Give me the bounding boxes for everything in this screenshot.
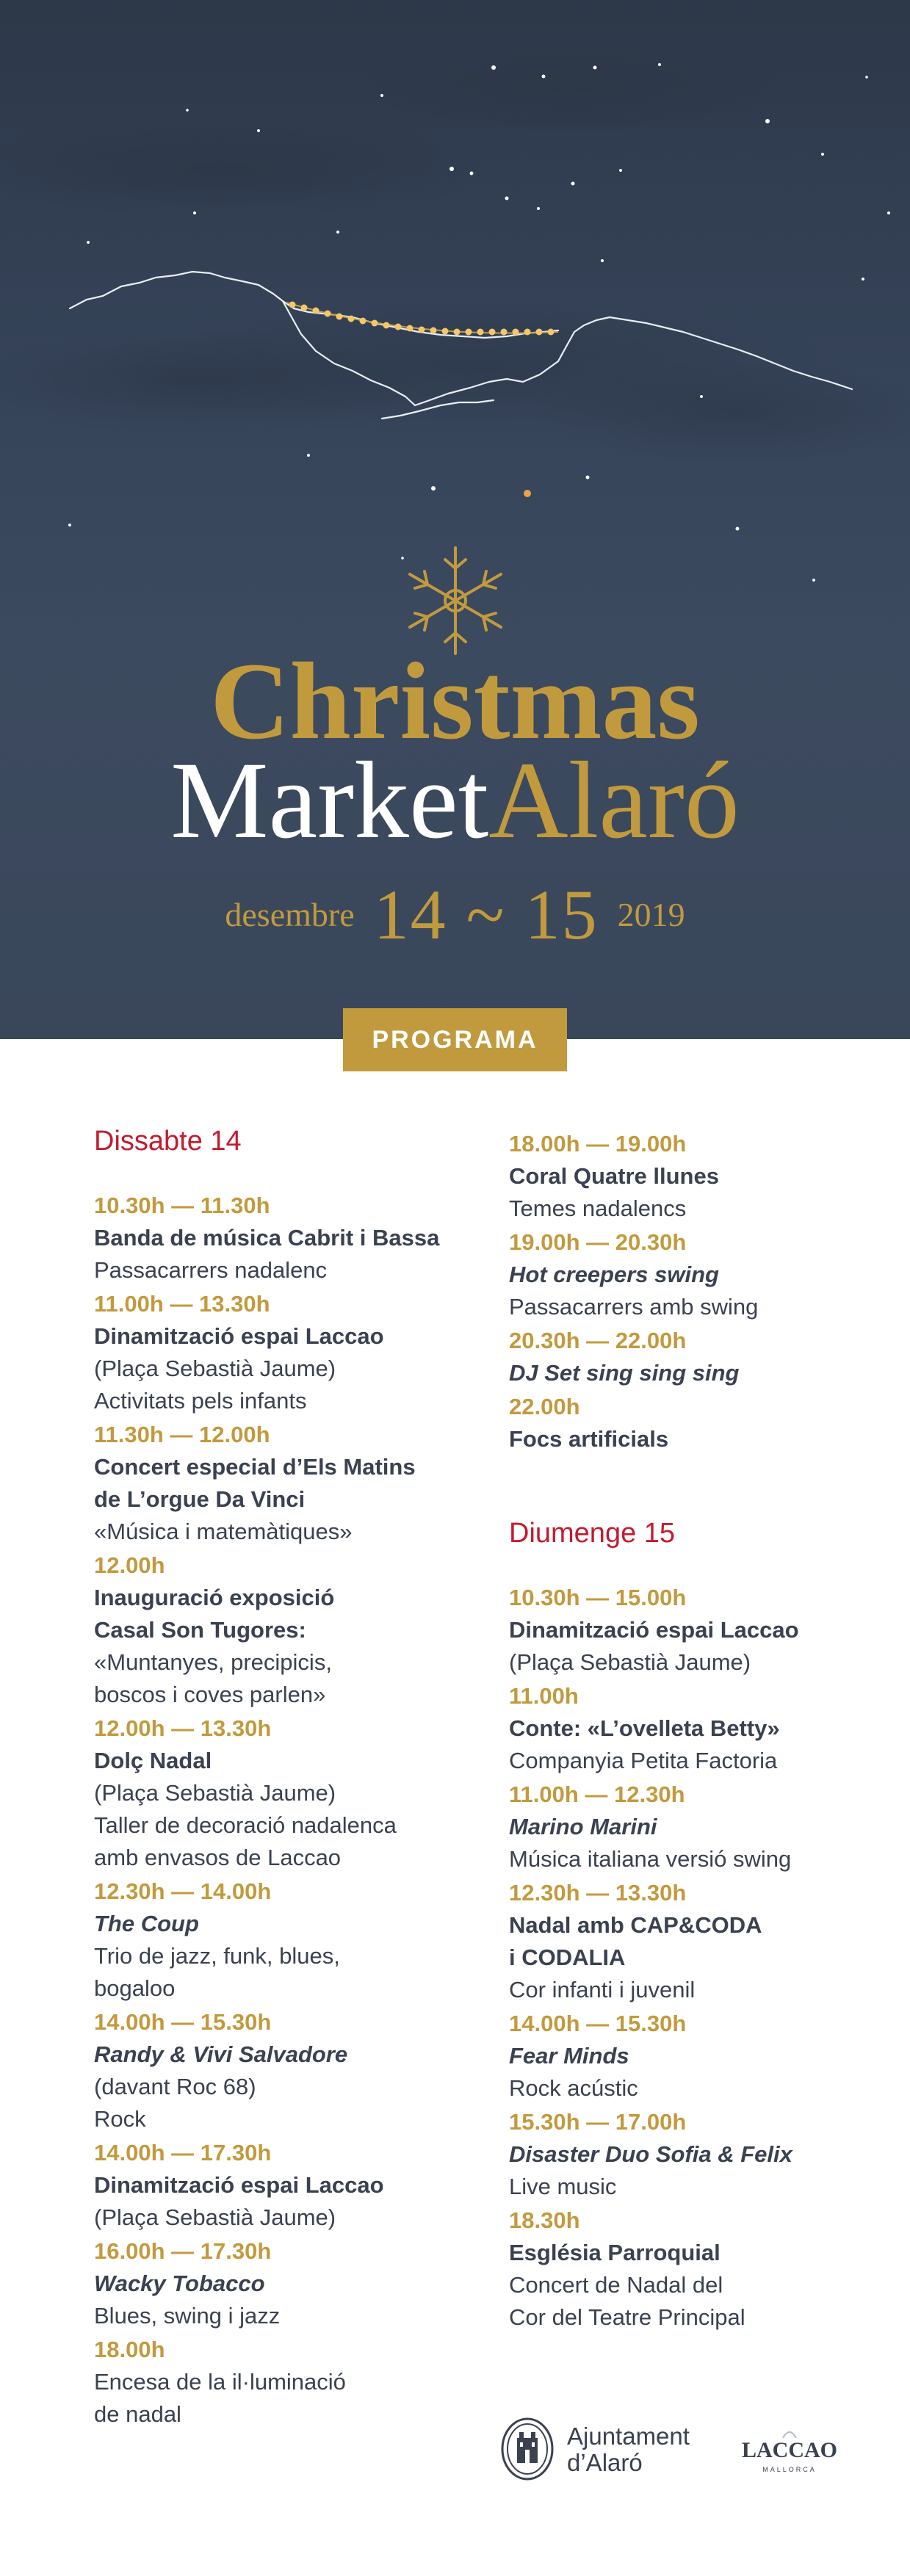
event-time: 18.00h — [94, 2337, 165, 2362]
event-time: 12.00h — [94, 1552, 165, 1578]
event-name: Nadal amb CAP&CODA i CODALIA — [509, 1912, 762, 1970]
event-name: Dinamització espai Laccao — [509, 1617, 799, 1643]
ajuntament-crest-icon — [499, 2416, 555, 2482]
program-event — [509, 1391, 910, 1457]
saturday-events — [94, 1190, 505, 2432]
event-name: Dinamització espai Laccao — [94, 2172, 384, 2198]
event-name: Inauguració exposició Casal Son Tugores: — [94, 1585, 335, 1643]
event-description: (Plaça Sebastià Jaume) Taller de decoració nadalenca amb envasos de Laccao — [94, 1780, 397, 1870]
event-description: Cor infanti i juvenil — [509, 1977, 696, 2002]
program-event — [509, 2008, 910, 2106]
program-event — [509, 1325, 910, 1391]
event-name: Marino Marini — [509, 1814, 657, 1839]
program-event — [94, 2334, 505, 2432]
title-alaro: Alaró — [488, 739, 740, 861]
event-name: Dolç Nadal — [94, 1748, 212, 1773]
event-name: Coral Quatre llunes — [509, 1163, 719, 1189]
saturday-events-continued — [509, 1128, 910, 1457]
snowflake-icon — [410, 548, 501, 654]
event-description: Companyia Petita Factoria — [509, 1748, 778, 1773]
event-description: Concert de Nadal del Cor del Teatre Principal — [509, 2272, 745, 2330]
event-name: Banda de música Cabrit i Bassa — [94, 1225, 440, 1251]
event-time: 11.00h — 12.30h — [509, 1781, 685, 1807]
saturday-column — [94, 1124, 505, 2432]
ajuntament-logo — [499, 2416, 712, 2482]
event-time: 20.30h — 22.00h — [509, 1328, 687, 1353]
program-event — [509, 1877, 910, 2008]
event-name: Hot creepers swing — [509, 1262, 719, 1287]
event-description: «Música i matemàtiques» — [94, 1519, 353, 1544]
program-event — [94, 1419, 505, 1549]
event-description: Encesa de la il·luminació de nadal — [94, 2369, 346, 2427]
event-description: Temes nadalencs — [509, 1195, 687, 1221]
program-event — [94, 1875, 505, 2006]
event-name: Randy & Vivi Salvadore — [94, 2041, 348, 2067]
event-name: Conte: «L’ovelleta Betty» — [509, 1715, 780, 1741]
event-dates — [0, 874, 910, 955]
event-name: Disaster Duo Sofia & Felix — [509, 2141, 792, 2167]
event-description: (Plaça Sebastià Jaume) Activitats pels infants — [94, 1356, 336, 1414]
event-name: The Coup — [94, 1911, 199, 1936]
program-event — [509, 1779, 910, 1877]
event-time: 18.00h — 19.00h — [509, 1131, 687, 1157]
event-name: Església Parroquial — [509, 2240, 721, 2265]
programa-badge: PROGRAMA — [343, 1008, 567, 1071]
program-event — [509, 1680, 910, 1779]
event-description: Rock acústic — [509, 2075, 638, 2101]
event-time: 10.30h — 15.00h — [509, 1585, 687, 1610]
event-name: Concert especial d’Els Matins de L’orgue Da Vinci — [94, 1454, 416, 1512]
program-event — [509, 1582, 910, 1680]
event-name: Focs artificials — [509, 1426, 669, 1452]
right-column — [509, 1128, 910, 2335]
event-time: 18.30h — [509, 2207, 580, 2233]
title-market-alaro — [0, 739, 910, 861]
event-description: Live music — [509, 2174, 617, 2199]
program-event — [94, 1288, 505, 1419]
date-year: 2019 — [617, 896, 685, 933]
event-time: 15.30h — 17.00h — [509, 2109, 687, 2135]
program-event — [94, 2006, 505, 2137]
event-description: Música italiana versió swing — [509, 1846, 792, 1872]
program-event — [94, 2235, 505, 2334]
laccao-logo — [734, 2423, 845, 2482]
event-name: Wacky Tobacco — [94, 2271, 265, 2296]
event-name: DJ Set sing sing sing — [509, 1360, 740, 1386]
date-month: desembre — [225, 896, 355, 933]
event-time: 10.30h — 11.30h — [94, 1193, 270, 1218]
event-time: 16.00h — 17.30h — [94, 2238, 272, 2264]
event-description: «Muntanyes, precipicis, boscos i coves parlen» — [94, 1649, 332, 1707]
program-event — [94, 1549, 505, 1712]
event-time: 12.30h — 14.00h — [94, 1878, 272, 1904]
cloud-shadows — [0, 44, 910, 463]
event-time: 14.00h — 15.30h — [94, 2009, 272, 2035]
event-time: 11.30h — 12.00h — [94, 1422, 270, 1447]
laccao-logo-sub: MALLORCA — [762, 2466, 817, 2473]
event-time: 22.00h — [509, 1394, 580, 1419]
header-illustration — [0, 0, 910, 1039]
sunday-events — [509, 1582, 910, 2335]
ajuntament-name: Ajuntament d’Alaró — [567, 2423, 690, 2476]
program-event — [94, 2137, 505, 2235]
event-time: 12.30h — 13.30h — [509, 1880, 687, 1906]
event-description: (davant Roc 68) Rock — [94, 2074, 256, 2132]
event-description: (Plaça Sebastià Jaume) — [509, 1649, 751, 1675]
event-description: Trio de jazz, funk, blues, bogaloo — [94, 1943, 340, 2001]
sunday-block — [509, 1516, 910, 2335]
day-title-sunday: Diumenge 15 — [509, 1518, 676, 1549]
event-description: Passacarrers amb swing — [509, 1294, 759, 1320]
event-time: 11.00h — 13.30h — [94, 1291, 270, 1317]
day-title-saturday: Dissabte 14 — [94, 1126, 242, 1157]
program-event — [509, 2204, 910, 2335]
event-description: Blues, swing i jazz — [94, 2303, 281, 2329]
program-event — [509, 1128, 910, 1226]
program-event — [94, 1190, 505, 1288]
event-time: 12.00h — 13.30h — [94, 1715, 272, 1741]
program-event — [509, 2106, 910, 2204]
event-time: 14.00h — 15.30h — [509, 2011, 687, 2036]
event-description: Passacarrers nadalenc — [94, 1257, 328, 1283]
date-days: 14 ~ 15 — [373, 875, 599, 954]
program-event — [94, 1712, 505, 1875]
event-time: 11.00h — [509, 1683, 579, 1709]
event-time: 14.00h — 17.30h — [94, 2140, 272, 2166]
event-name: Fear Minds — [509, 2043, 629, 2069]
event-description: (Plaça Sebastià Jaume) — [94, 2204, 336, 2230]
program-event — [509, 1226, 910, 1325]
event-name: Dinamització espai Laccao — [94, 1323, 384, 1349]
laccao-logo-text: LACCAO — [741, 2438, 838, 2462]
title-market: Market — [170, 739, 489, 861]
title-christmas: Christmas — [210, 640, 700, 762]
event-time: 19.00h — 20.30h — [509, 1229, 687, 1255]
